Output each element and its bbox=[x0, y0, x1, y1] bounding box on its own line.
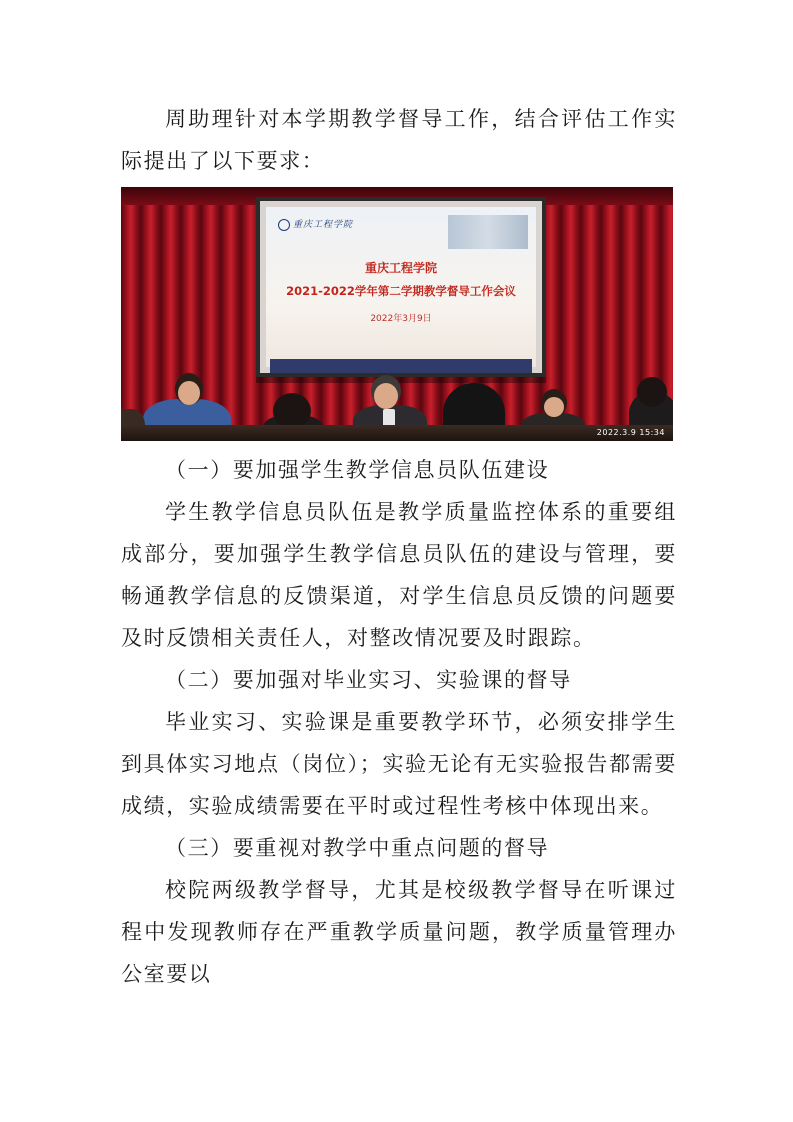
campus-building-image bbox=[448, 215, 528, 249]
slide-date: 2022年3月9日 bbox=[370, 314, 432, 324]
school-logo: 重庆工程学院 bbox=[278, 217, 353, 231]
meeting-photo bbox=[121, 187, 673, 441]
slide-footer-bar bbox=[270, 359, 532, 373]
section-3-body: 校院两级教学督导，尤其是校级教学督导在听课过程中发现教师存在严重教学质量问题，教学质量管理办公室要以 bbox=[121, 878, 677, 986]
section-2-body: 毕业实习、实验课是重要教学环节，必须安排学生到具体实习地点（岗位）；实验无论有无实验报告都需要成绩，实验成绩需要在平时或过程性考核中体现出来。 bbox=[121, 710, 677, 818]
intro-paragraph: 周助理针对本学期教学督导工作，结合评估工作实际提出了以下要求： bbox=[121, 107, 677, 173]
projector-screen bbox=[256, 197, 546, 377]
school-emblem-icon bbox=[278, 219, 290, 231]
photo-timestamp: 2022.3.9 15:34 bbox=[596, 428, 665, 437]
slide-title-school: 重庆工程学院 bbox=[364, 261, 437, 275]
section-2-heading: （二）要加强对毕业实习、实验课的督导 bbox=[165, 668, 572, 692]
slide-title-meeting: 2021-2022学年第二学期教学督导工作会议 bbox=[286, 284, 516, 298]
section-3-heading: （三）要重视对教学中重点问题的督导 bbox=[165, 836, 550, 860]
section-1-heading: （一）要加强学生教学信息员队伍建设 bbox=[165, 458, 550, 482]
conference-desk bbox=[121, 425, 673, 441]
section-1-body: 学生教学信息员队伍是教学质量监控体系的重要组成部分，要加强学生教学信息员队伍的建设与管理，要畅通教学信息的反馈渠道，对学生信息员反馈的问题要及时反馈相关责任人，对整改情况要及时跟踪。 bbox=[121, 500, 677, 650]
